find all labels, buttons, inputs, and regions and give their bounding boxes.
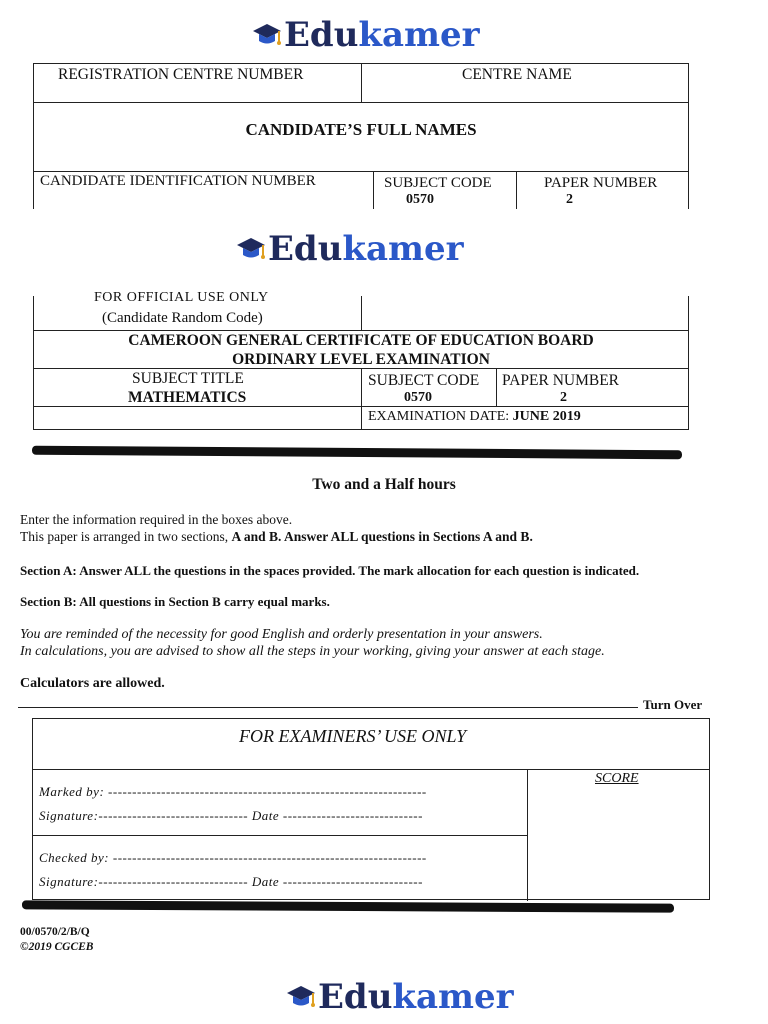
board-name: CAMEROON GENERAL CERTIFICATE OF EDUCATION BOARD xyxy=(128,332,594,349)
marked-by-label: Marked by: xyxy=(39,784,105,799)
subject-code-label: SUBJECT CODE xyxy=(368,372,480,389)
paper-number-value: 2 xyxy=(566,192,573,207)
checked-by-row: Checked by: ----------------------------------------------------------------- xyxy=(39,850,427,865)
section-b-label: Section B: xyxy=(20,594,77,609)
signature-label: Signature: xyxy=(39,808,99,823)
subject-code-value: 0570 xyxy=(406,192,434,207)
checked-signature-row: Signature:------------------------------- Date ----------------------------- xyxy=(39,874,423,889)
exam-details-form xyxy=(33,290,689,430)
logo-text-edu: Edu xyxy=(268,229,343,269)
instruction-line-2a: This paper is arranged in two sections, xyxy=(20,529,232,544)
section-a-instruction xyxy=(20,563,639,579)
paper-number-label: PAPER NUMBER xyxy=(544,175,658,191)
signature-label: Signature: xyxy=(39,874,99,889)
logo-text-kamer: kamer xyxy=(392,977,514,1017)
graduation-cap-icon xyxy=(286,982,316,1012)
subject-title-value: MATHEMATICS xyxy=(128,389,247,406)
instruction-line-2b: A and B xyxy=(231,529,278,544)
date-label: Date xyxy=(251,874,280,889)
centre-name-label: CENTRE NAME xyxy=(462,66,572,83)
official-use-label: FOR OFFICIAL USE ONLY xyxy=(94,290,269,305)
copyright: ©2019 CGCEB xyxy=(20,941,94,953)
exam-date xyxy=(368,409,581,425)
duration: Two and a Half hours xyxy=(312,476,456,493)
reminder-line-2: In calculations, you are advised to show all the steps in your working, giving your answer at each stage. xyxy=(20,644,605,659)
subject-title-label: SUBJECT TITLE xyxy=(132,370,244,387)
candidate-id-label: CANDIDATE IDENTIFICATION NUMBER xyxy=(40,173,316,189)
registration-centre-label: REGISTRATION CENTRE NUMBER xyxy=(58,66,304,83)
checked-by-label: Checked by: xyxy=(39,850,110,865)
turn-over-rule xyxy=(18,707,638,708)
examiners-use-box xyxy=(32,718,710,900)
marked-signature-row: Signature:------------------------------- Date ----------------------------- xyxy=(39,808,423,823)
marked-by-row: Marked by: ------------------------------------------------------------------ xyxy=(39,784,427,799)
section-a-label: Section A xyxy=(20,563,73,578)
edukamer-logo xyxy=(286,977,514,1017)
score-label: SCORE xyxy=(595,771,639,786)
paper-number-label: PAPER NUMBER xyxy=(502,372,620,389)
exam-level: ORDINARY LEVEL EXAMINATION xyxy=(232,351,490,368)
graduation-cap-icon xyxy=(236,234,266,264)
reminder-line-1: You are reminded of the necessity for good English and orderly presentation in your answers. xyxy=(20,627,543,642)
section-a-text: : Answer ALL the questions in the spaces provided. The mark allocation for each question is indicated. xyxy=(72,563,640,578)
candidate-info-form xyxy=(33,63,689,209)
subject-code-label: SUBJECT CODE xyxy=(384,175,492,191)
graduation-cap-icon xyxy=(252,20,282,50)
full-names-label: CANDIDATE’S FULL NAMES xyxy=(245,120,477,139)
divider-rule xyxy=(22,900,674,912)
instruction-line-1: Enter the information required in the boxes above. xyxy=(20,512,293,527)
subject-code-value: 0570 xyxy=(404,390,432,405)
logo-text-edu: Edu xyxy=(284,15,359,55)
logo-text-edu: Edu xyxy=(318,977,393,1017)
logo-text-kamer: kamer xyxy=(358,15,480,55)
examiners-title: FOR EXAMINERS’ USE ONLY xyxy=(239,726,467,746)
instruction-line-2 xyxy=(20,529,533,545)
random-code-label: (Candidate Random Code) xyxy=(102,310,263,326)
paper-number-value: 2 xyxy=(560,390,567,405)
logo-text-kamer: kamer xyxy=(342,229,464,269)
edukamer-logo xyxy=(236,229,464,269)
date-label: Date xyxy=(251,808,280,823)
paper-code: 00/0570/2/B/Q xyxy=(20,926,90,938)
section-b-text: All questions in Section B carry equal marks. xyxy=(76,594,330,609)
turn-over-label: Turn Over xyxy=(643,697,703,712)
exam-date-value: JUNE 2019 xyxy=(512,409,581,424)
calculators-note: Calculators are allowed. xyxy=(20,676,165,691)
divider-rule xyxy=(32,446,682,460)
edukamer-logo xyxy=(252,15,480,55)
exam-date-label: EXAMINATION DATE: xyxy=(368,409,510,424)
section-b-instruction xyxy=(20,594,330,610)
instruction-line-2c: . Answer ALL questions in Sections A and B. xyxy=(277,529,533,544)
